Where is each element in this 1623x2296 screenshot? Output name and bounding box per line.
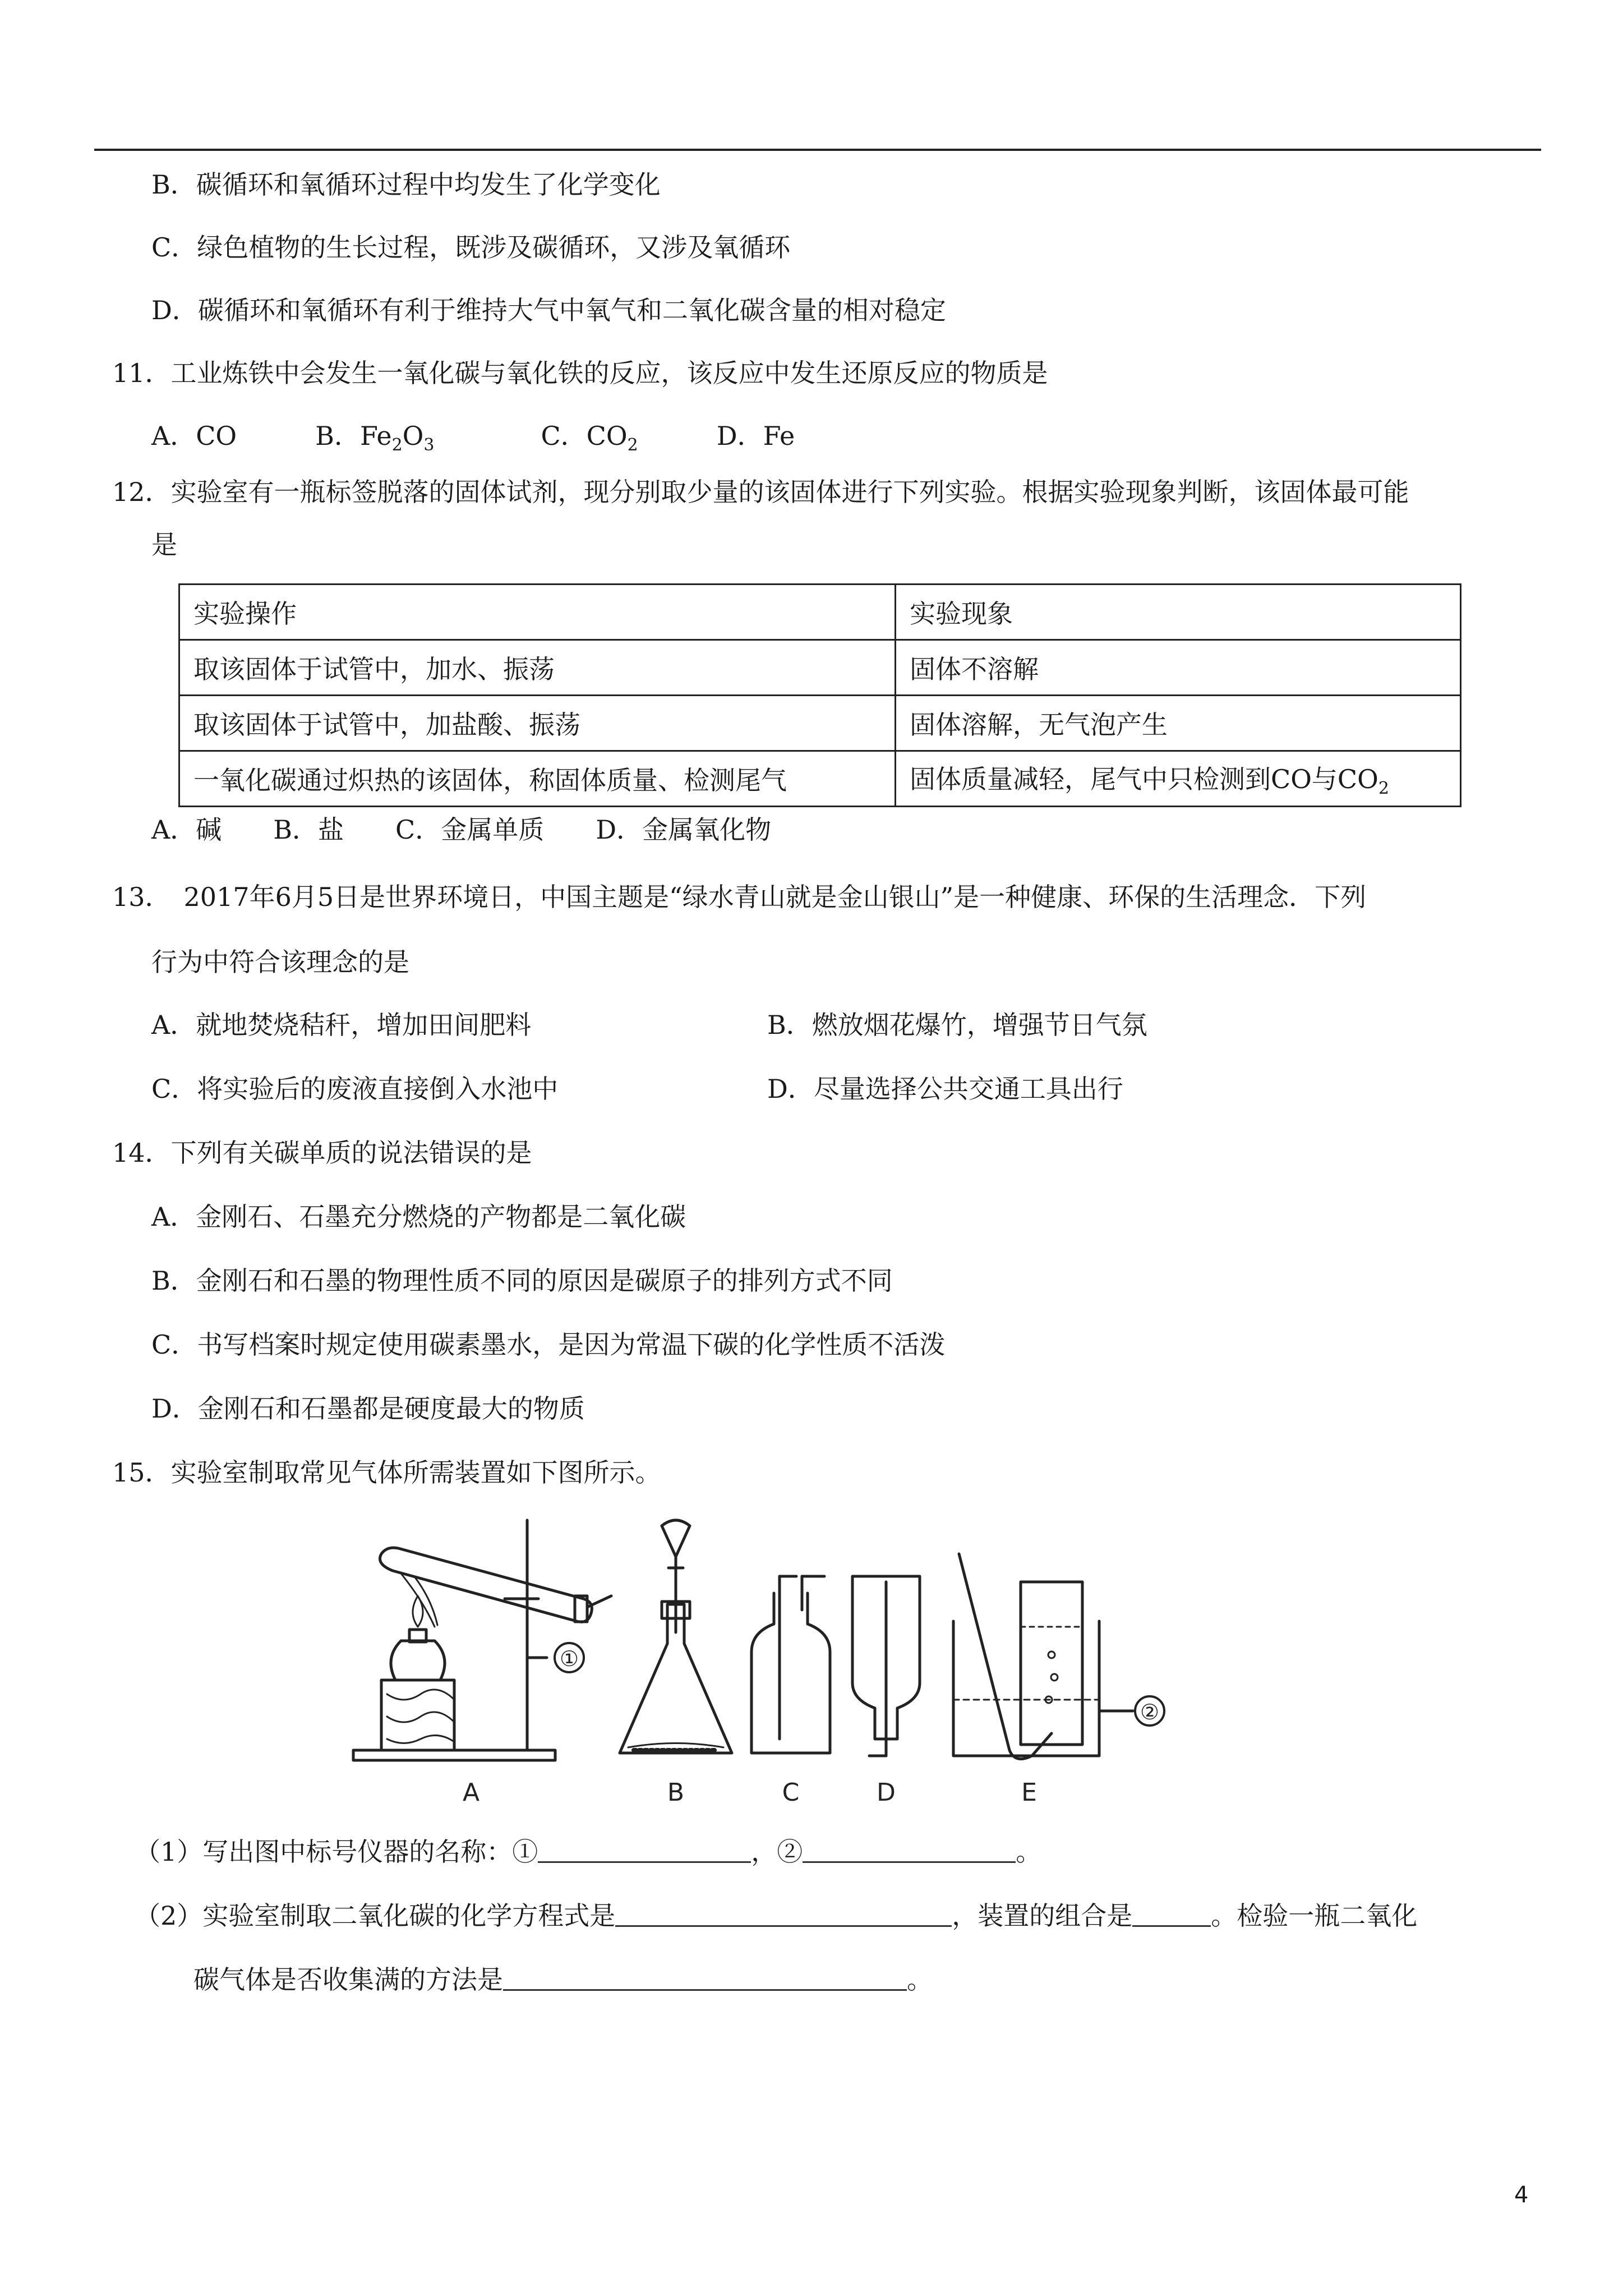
q11-option-d: D．Fe xyxy=(716,421,795,451)
table-cell: 固体溶解，无气泡产生 xyxy=(896,696,1461,751)
q14-option-d: D．金刚石和石墨都是硬度最大的物质 xyxy=(151,1393,585,1424)
q13-option-b: B．燃放烟花爆竹，增强节日气氛 xyxy=(767,1010,1147,1040)
q12-stem-line2: 是 xyxy=(151,530,177,560)
apparatus-b xyxy=(620,1520,732,1753)
q11-option-a: A．CO xyxy=(151,421,237,451)
q13-option-a: A．就地焚烧秸秆，增加田间肥料 xyxy=(151,1010,532,1040)
q14-stem: 14．下列有关碳单质的说法错误的是 xyxy=(112,1138,532,1168)
q15-stem: 15．实验室制取常见气体所需装置如下图所示。 xyxy=(112,1457,661,1488)
answer-blank-2[interactable] xyxy=(803,1839,1016,1863)
q12-options: A．碱 B．盐 C．金属单质 D．金属氧化物 xyxy=(151,815,772,845)
table-cell: 取该固体于试管中，加水、振荡 xyxy=(179,640,896,696)
page-number: 4 xyxy=(1514,2182,1529,2208)
answer-blank-1[interactable] xyxy=(538,1839,751,1863)
header-rule xyxy=(94,149,1541,151)
lab-apparatus-figure xyxy=(348,1515,1279,1812)
q13-option-d: D．尽量选择公共交通工具出行 xyxy=(767,1074,1123,1104)
table-cell: 一氧化碳通过炽热的该固体，称固体质量、检测尾气 xyxy=(179,751,896,807)
table-row xyxy=(179,696,1461,751)
q15-sub2-line1: （2）实验室制取二氧化碳的化学方程式是 ，装置的组合是 。检验一瓶二氧化 xyxy=(135,1901,1418,1931)
table-row xyxy=(179,751,1461,807)
q14-option-a: A．金刚石、石墨充分燃烧的产物都是二氧化碳 xyxy=(151,1202,686,1232)
table-cell: 固体不溶解 xyxy=(896,640,1461,696)
table-header-operation: 实验操作 xyxy=(179,585,896,640)
apparatus-a xyxy=(353,1520,611,1760)
apparatus-c xyxy=(751,1576,830,1753)
figure-label-d: D xyxy=(877,1778,896,1807)
apparatus-d xyxy=(852,1576,920,1756)
q11-stem: 11．工业炼铁中会发生一氧化碳与氧化铁的反应，该反应中发生还原反应的物质是 xyxy=(112,358,1048,388)
figure-label-a: A xyxy=(462,1778,480,1807)
q10-option-c: C．绿色植物的生长过程，既涉及碳循环，又涉及氧循环 xyxy=(151,232,791,263)
answer-blank-combination[interactable] xyxy=(1132,1903,1211,1927)
answer-blank-equation[interactable] xyxy=(615,1903,952,1927)
figure-label-b: B xyxy=(667,1778,685,1807)
figure-label-c: C xyxy=(782,1778,800,1807)
marker-1: ① xyxy=(559,1646,579,1671)
table-cell: 固体质量减轻，尾气中只检测到CO与$CO_2$ xyxy=(896,751,1461,807)
q14-option-b: B．金刚石和石墨的物理性质不同的原因是碳原子的排列方式不同 xyxy=(151,1266,893,1296)
answer-blank-method[interactable] xyxy=(503,1967,907,1991)
q15-sub2-line2: 碳气体是否收集满的方法是 。 xyxy=(193,1964,933,1995)
q12-experiment-table xyxy=(178,583,1461,807)
table-header-phenomenon: 实验现象 xyxy=(896,585,1461,640)
q13-stem-line1: 13． 2017年6月5日是世界环境日，中国主题是“绿水青山就是金山银山”是一种健康、环保的生活理念．下列 xyxy=(112,882,1367,912)
q11-options xyxy=(151,418,795,453)
q14-option-c: C．书写档案时规定使用碳素墨水，是因为常温下碳的化学性质不活泼 xyxy=(151,1329,946,1360)
q13-stem-line2: 行为中符合该理念的是 xyxy=(151,947,409,977)
q11-option-b: B．$Fe_2O_3$ xyxy=(315,421,435,455)
marker-2: ② xyxy=(1140,1700,1160,1724)
q12-stem-line1: 12．实验室有一瓶标签脱落的固体试剂，现分别取少量的该固体进行下列实验。根据实验现象判断，该固体最可能 xyxy=(112,477,1409,507)
table-header-row xyxy=(179,585,1461,640)
q15-sub1: （1）写出图中标号仪器的名称：① ，② 。 xyxy=(135,1837,1042,1867)
q10-option-d: D．碳循环和氧循环有利于维持大气中氧气和二氧化碳含量的相对稳定 xyxy=(151,295,946,325)
q13-option-c: C．将实验后的废液直接倒入水池中 xyxy=(151,1074,559,1104)
q10-option-b: B．碳循环和氧循环过程中均发生了化学变化 xyxy=(151,169,661,200)
table-cell: 取该固体于试管中，加盐酸、振荡 xyxy=(179,696,896,751)
q11-option-c: C．$CO_2$ xyxy=(541,421,638,455)
figure-label-e: E xyxy=(1021,1778,1037,1807)
apparatus-e xyxy=(953,1554,1133,1759)
table-row xyxy=(179,640,1461,696)
